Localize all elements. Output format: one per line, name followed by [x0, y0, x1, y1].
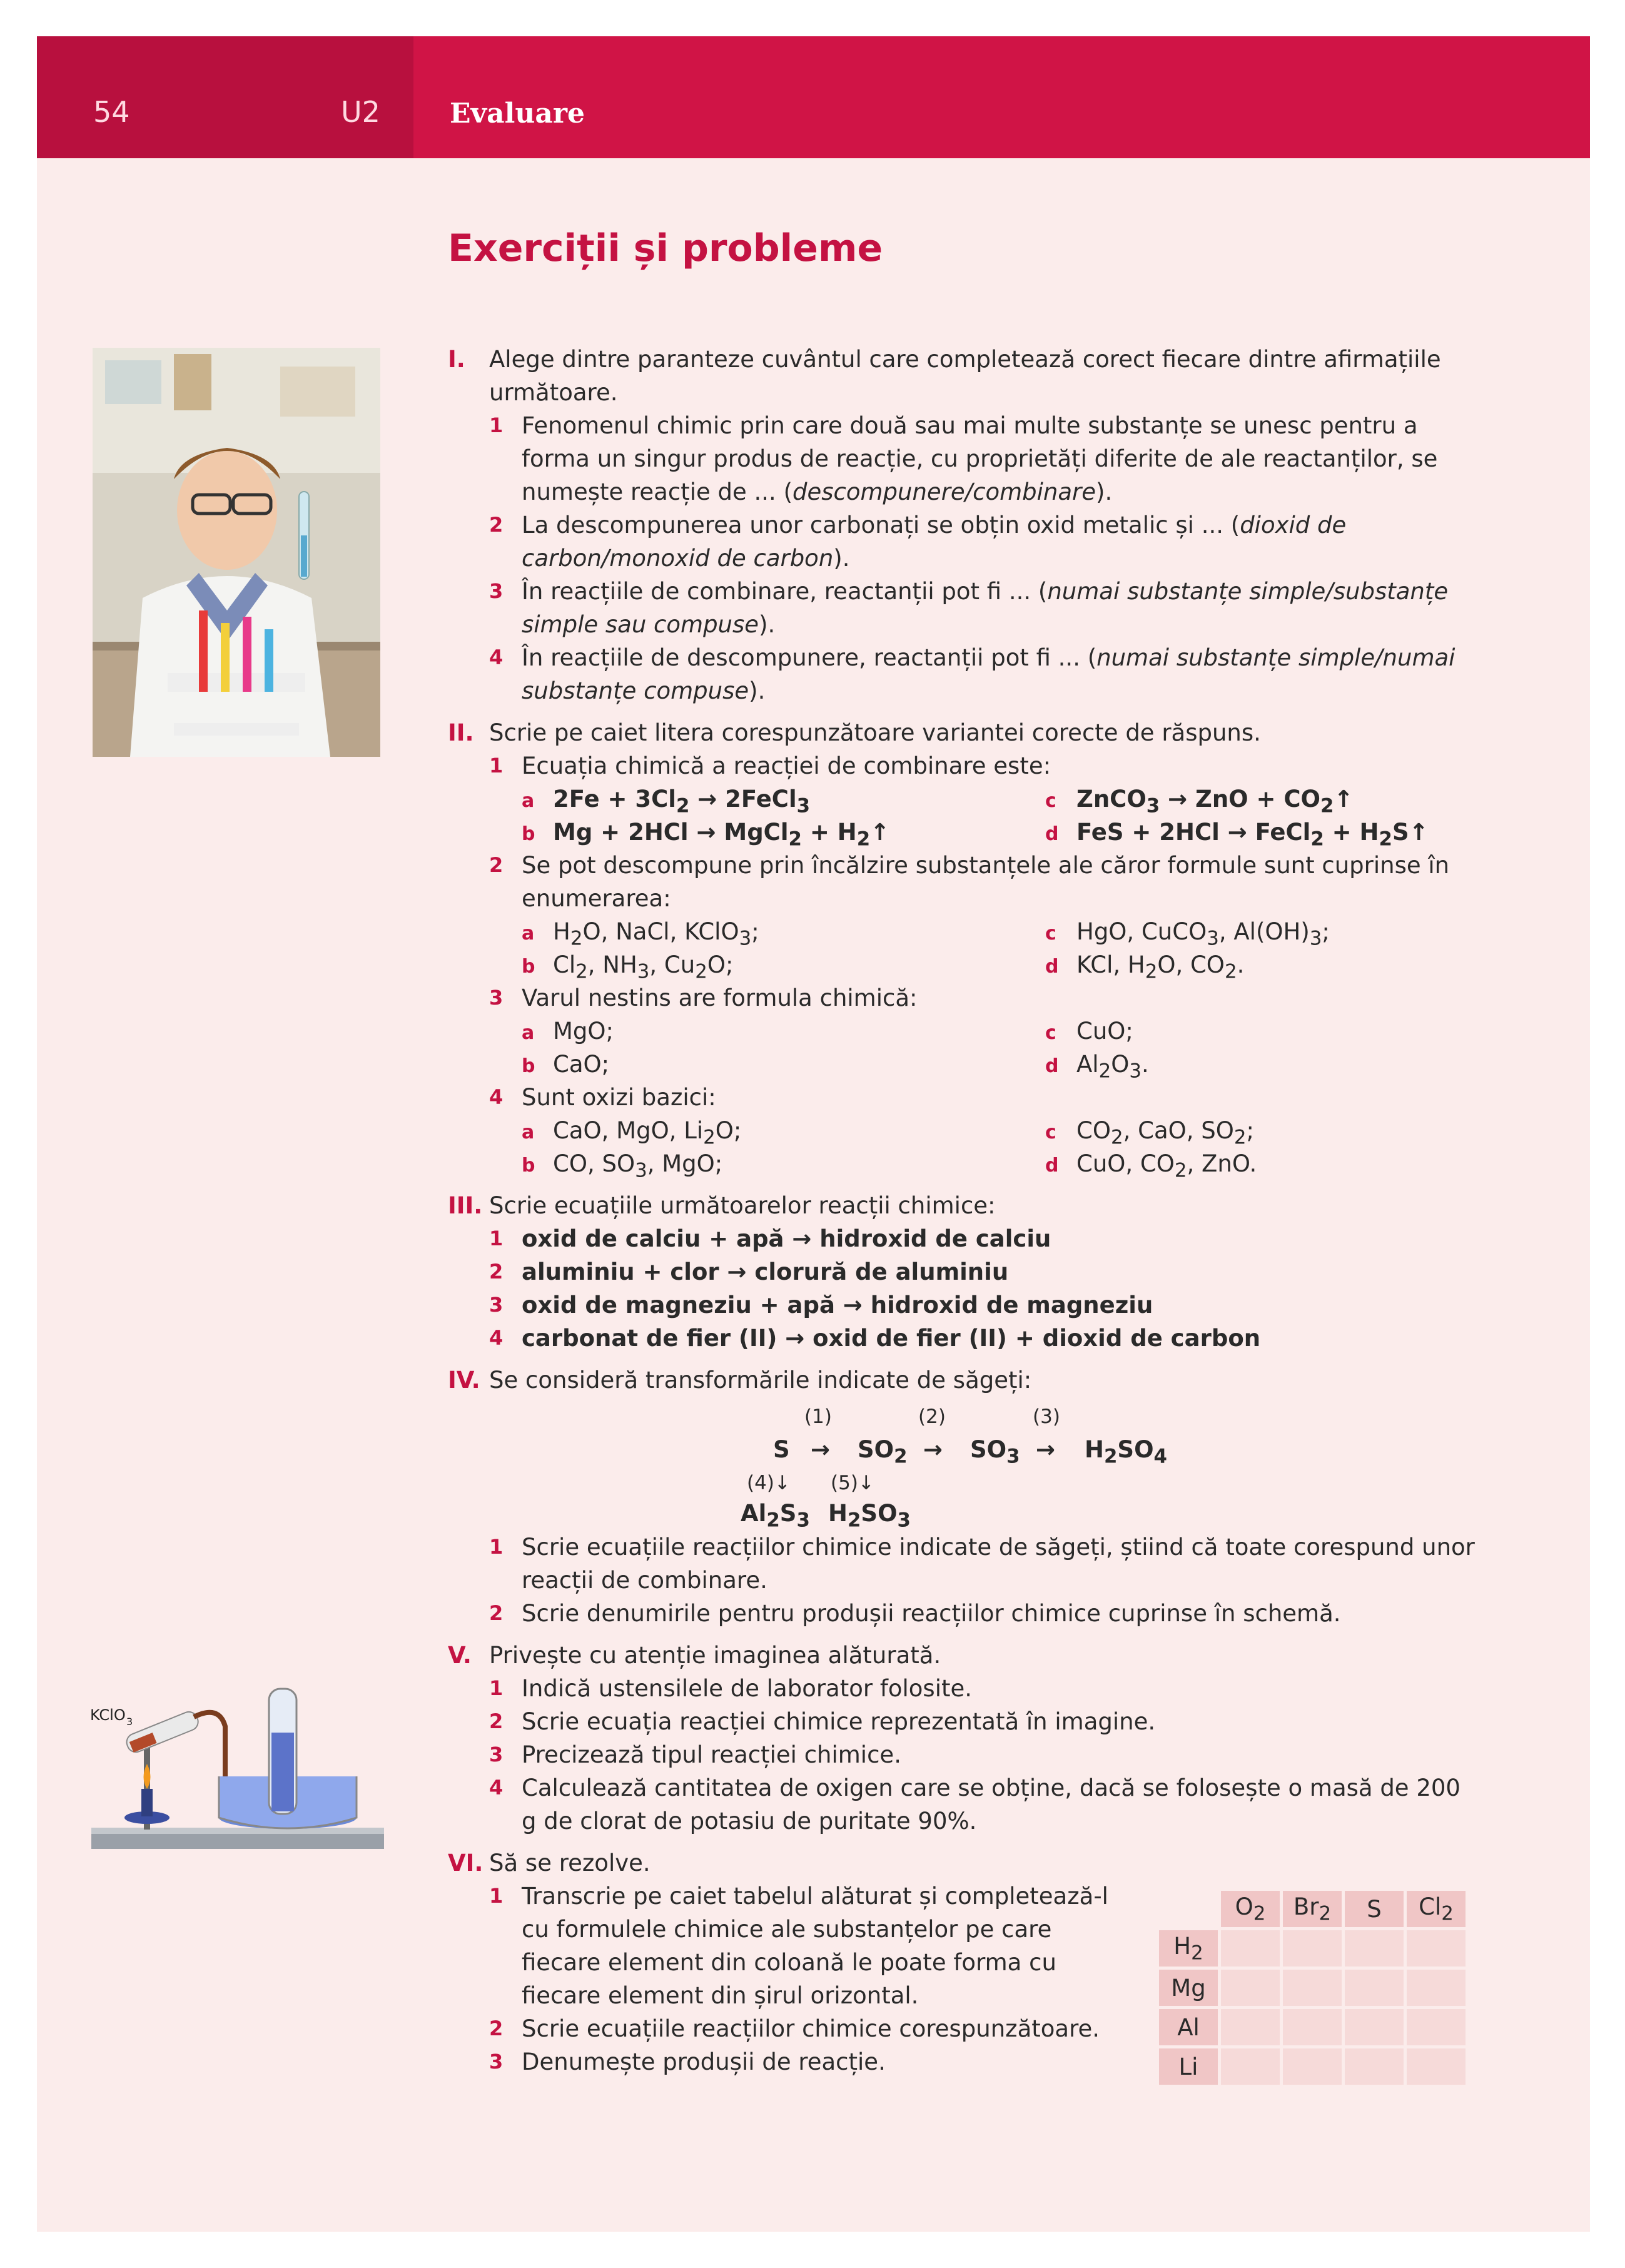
item-text: Scrie ecuația reacției chimice reprezentată în imagine. [522, 1708, 1156, 1735]
item-hint: descompunere/combinare [792, 478, 1096, 505]
exercise-number: VI. [448, 1850, 483, 1876]
exercise-5 [448, 1639, 1480, 1672]
step-label: (4)↓ [747, 1472, 791, 1494]
formula-h2so4: $H_2SO_4$ [1085, 1436, 1167, 1468]
item-number: 1 [489, 413, 504, 437]
list-item [448, 641, 1480, 707]
option-c: c CuO; [1045, 1018, 1133, 1045]
arrow: → [923, 1436, 943, 1463]
row-header: Li [1159, 2048, 1218, 2085]
item-text: Scrie ecuațiile reacțiilor chimice corespunzătoare. [522, 2015, 1100, 2042]
row-header: Al [1159, 2009, 1218, 2045]
item-number: 4 [489, 1776, 504, 1800]
step-label: (2) [918, 1405, 946, 1428]
item-hint: dioxid de carbon/monoxid de carbon [522, 512, 1347, 572]
exercise-2 [448, 716, 1480, 749]
option-row [448, 782, 1480, 816]
option-d: d CuO, $CO_2$, ZnO. [1045, 1150, 1257, 1182]
option-c: c HgO, CuCO$_3$, $Al(OH)_3$; [1045, 918, 1330, 950]
col-header: $Cl_2$ [1407, 1891, 1466, 1927]
list-item [448, 1288, 1480, 1322]
table-row [1159, 2048, 1466, 2085]
item-text: Scrie denumirile pentru produșii reacțiilor chimice cuprinse în schemă. [522, 1600, 1341, 1627]
list-item [448, 1771, 1480, 1838]
item-number: 1 [489, 1535, 504, 1559]
formula-s: S [773, 1436, 790, 1463]
exercise-1 [448, 343, 1480, 409]
list-item [448, 1880, 1135, 2012]
formula-so3: $SO_3$ [970, 1436, 1020, 1468]
item-number: 2 [489, 2017, 504, 2040]
item-end: ). [833, 545, 850, 572]
formula-al2s3: $Al_2S_3$ [741, 1500, 810, 1532]
item-text: aluminiu + clor → clorură de aluminiu [522, 1258, 1009, 1285]
list-item [448, 1705, 1480, 1738]
item-number: 1 [489, 754, 504, 777]
section-title: Evaluare [450, 98, 585, 129]
option-c: c $CO_2$, CaO, $SO_2$; [1045, 1117, 1254, 1149]
item-end: ). [1096, 478, 1113, 505]
option-row [448, 915, 1480, 948]
list-item [448, 409, 1480, 509]
header-left-band [37, 36, 413, 158]
exercise-content [448, 343, 1480, 2078]
list-item [448, 749, 1480, 782]
item-text: Fenomenul chimic prin care două sau mai multe substanțe se unesc pentru a forma un singur produs de reacție, cu proprietăți diferite de ale reactanților, se numește reacție de ... ( [522, 412, 1438, 505]
exercise-intro: Privește cu atenție imaginea alăturată. [489, 1642, 941, 1669]
col-header: $Br_2$ [1283, 1891, 1342, 1927]
svg-text:3: 3 [126, 1716, 133, 1728]
exercise-intro: Să se rezolve. [489, 1850, 651, 1876]
row-header: $H_2$ [1159, 1930, 1218, 1967]
option-b: b CO, $SO_3$, MgO; [522, 1150, 723, 1182]
item-number: 2 [489, 1260, 504, 1283]
item-number: 2 [489, 1601, 504, 1625]
option-d: d KCl, $H_2O$, $CO_2$. [1045, 951, 1245, 983]
item-number: 3 [489, 986, 504, 1010]
item-text: Varul nestins are formula chimică: [522, 985, 918, 1011]
option-b: b CaO; [522, 1051, 610, 1078]
item-text: Denumește produșii de reacție. [522, 2048, 886, 2075]
arrow: → [811, 1436, 831, 1463]
list-item [448, 1738, 1480, 1771]
exercise-number: I. [448, 346, 465, 373]
table-row [1159, 1970, 1466, 2006]
item-number: 3 [489, 1293, 504, 1317]
list-item [448, 1322, 1480, 1355]
item-number: 4 [489, 645, 504, 669]
transformation-scheme [448, 1397, 1480, 1531]
list-item [448, 1081, 1480, 1114]
row-header: Mg [1159, 1970, 1218, 2006]
arrow: → [1036, 1436, 1056, 1463]
formula-h2so3: $H_2SO_3$ [828, 1500, 911, 1532]
option-row [448, 1048, 1480, 1081]
exercise-3 [448, 1189, 1480, 1222]
item-number: 1 [489, 1676, 504, 1700]
item-number: 2 [489, 1709, 504, 1733]
table-header-row [1159, 1891, 1466, 1927]
unit-label: U2 [341, 95, 380, 129]
option-d: d FeS + 2HCl → FeCl$_2$ + $H_2S↑$ [1045, 819, 1429, 851]
option-b: b Mg + 2HCl → MgCl$_2$ + $H_2↑$ [522, 819, 890, 851]
exercise-number: IV. [448, 1367, 480, 1394]
item-text: oxid de calciu + apă → hidroxid de calciu [522, 1225, 1051, 1252]
page-number: 54 [93, 95, 130, 129]
item-number: 3 [489, 579, 504, 603]
step-label: (1) [804, 1405, 832, 1428]
item-end: ). [749, 677, 766, 704]
list-item [448, 509, 1480, 575]
item-text: Precizează tipul reacției chimice. [522, 1741, 901, 1768]
exercise-intro: Alege dintre paranteze cuvântul care completează corect fiecare dintre afirmațiile următoare. [489, 346, 1441, 406]
item-hint: numai substanțe simple/numai substanțe compuse [522, 644, 1455, 704]
item-number: 4 [489, 1085, 504, 1109]
item-text: În reacțiile de combinare, reactanții pot fi ... ( [522, 578, 1048, 605]
option-b: b $Cl_2$, $NH_3$, $Cu_2O$; [522, 951, 734, 983]
option-a: a $2Fe + 3Cl_2$ → 2FeCl$_3$ [522, 786, 811, 818]
col-header: S [1345, 1891, 1404, 1927]
exercise-intro: Scrie pe caiet litera corespunzătoare variantei corecte de răspuns. [489, 719, 1261, 746]
item-text: În reacțiile de descompunere, reactanții pot fi ... ( [522, 644, 1097, 671]
svg-text:KClO: KClO [90, 1706, 126, 1724]
exercise-number: III. [448, 1192, 483, 1219]
item-text: oxid de magneziu + apă → hidroxid de magneziu [522, 1292, 1153, 1319]
option-row [448, 948, 1480, 981]
option-a: a CaO, MgO, $Li_2O$; [522, 1117, 742, 1149]
exercise-number: V. [448, 1642, 472, 1669]
list-item [448, 1597, 1480, 1630]
item-text: Scrie ecuațiile reacțiilor chimice indicate de săgeți, știind că toate corespund unor reacții de combinare. [522, 1534, 1475, 1594]
option-row [448, 1015, 1480, 1048]
item-text: Indică ustensilele de laborator folosite. [522, 1675, 973, 1702]
exercise-6 [448, 1846, 1480, 1880]
exercise-intro: Scrie ecuațiile următoarelor reacții chimice: [489, 1192, 996, 1219]
formula-so2: $SO_2$ [858, 1436, 908, 1468]
col-header: $O_2$ [1221, 1891, 1280, 1927]
list-item [448, 1531, 1480, 1597]
step-label: (3) [1033, 1405, 1060, 1428]
table-row [1159, 1930, 1466, 1967]
option-row [448, 1114, 1480, 1147]
list-item [448, 849, 1480, 915]
item-number: 4 [489, 1326, 504, 1350]
item-text: Se pot descompune prin încălzire substanțele ale căror formule sunt cuprinse în enumerarea: [522, 852, 1450, 912]
exercise-4 [448, 1364, 1480, 1397]
item-text: Transcrie pe caiet tabelul alăturat și completează-l cu formulele chimice ale substanțelor pe care fiecare element din coloană le poate forma cu fiecare element din șirul orizontal. [522, 1883, 1108, 2009]
item-text: Sunt oxizi bazici: [522, 1084, 716, 1111]
item-number: 2 [489, 853, 504, 877]
step-label: (5)↓ [831, 1472, 874, 1494]
item-number: 3 [489, 1743, 504, 1766]
item-number: 1 [489, 1227, 504, 1250]
item-end: ). [759, 611, 776, 638]
list-item [448, 575, 1480, 641]
option-c: c ZnCO$_3$ → ZnO + $CO_2↑$ [1045, 786, 1354, 818]
item-text: carbonat de fier (II) → oxid de fier (II) + dioxid de carbon [522, 1325, 1261, 1352]
exercise-intro: Se consideră transformările indicate de săgeți: [489, 1367, 1032, 1394]
option-row [448, 816, 1480, 849]
student-lab-photo [93, 348, 380, 757]
item-hint: numai substanțe simple/substanțe simple sau compuse [522, 578, 1449, 638]
item-number: 1 [489, 1884, 504, 1908]
option-row [448, 1147, 1480, 1180]
option-d: d $Al_2O_3$. [1045, 1051, 1149, 1083]
list-item [448, 1255, 1480, 1288]
list-item [448, 1672, 1480, 1705]
item-number: 3 [489, 2050, 504, 2073]
list-item [448, 1222, 1480, 1255]
oxygen-apparatus-illustration [88, 1670, 388, 1858]
page-title: Exerciții și probleme [448, 226, 883, 270]
item-text: Ecuația chimică a reacției de combinare este: [522, 752, 1051, 779]
item-number: 2 [489, 513, 504, 537]
table-row [1159, 2009, 1466, 2045]
header-right-band [413, 36, 1590, 158]
page-header [37, 36, 1590, 158]
option-a: a $H_2O$, NaCl, KClO$_3$; [522, 918, 759, 950]
combination-table [1156, 1888, 1469, 2088]
item-text: La descompunerea unor carbonați se obțin oxid metalic și ... ( [522, 512, 1240, 539]
list-item [448, 981, 1480, 1015]
item-text: Calculează cantitatea de oxigen care se obține, dacă se folosește o masă de 200 g de clorat de potasiu de puritate 90%. [522, 1774, 1460, 1835]
exercise-number: II. [448, 719, 474, 746]
option-a: a MgO; [522, 1018, 614, 1045]
